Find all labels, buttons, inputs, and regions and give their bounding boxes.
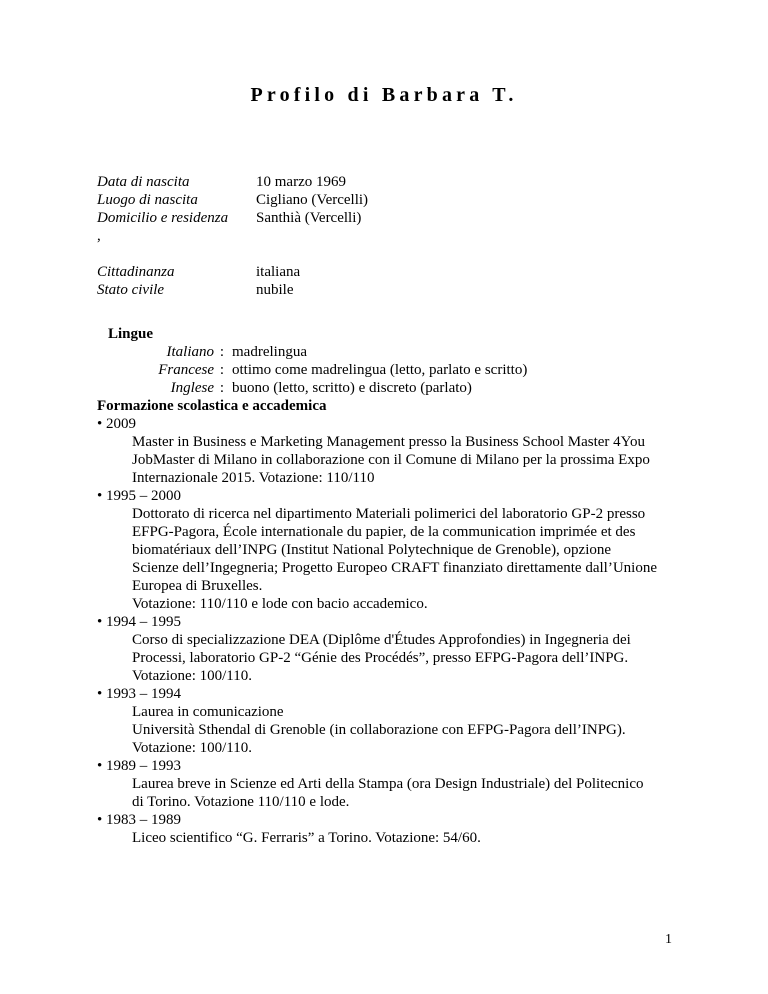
language-name: Inglese: [170, 380, 214, 396]
residence-value: Santhià (Vercelli): [256, 210, 362, 226]
education-entry-1995-2000: [97, 487, 697, 613]
language-name: Italiano: [166, 344, 214, 360]
education-entry-2009: [97, 415, 697, 487]
education-description: [97, 505, 697, 613]
education-period: • 1993 – 1994: [97, 686, 182, 702]
language-level: buono (letto, scritto) e discreto (parlato): [232, 380, 472, 396]
personal-row-birth-date: [97, 173, 637, 191]
marital-status-label: Stato civile: [97, 282, 165, 298]
education-line: EFPG-Pagora, École internationale du papier, de la communication imprimée et des: [132, 524, 636, 540]
education-list: [97, 415, 697, 847]
languages-heading: Lingue: [108, 326, 154, 342]
education-line: Master in Business e Marketing Management presso la Business School Master 4You: [132, 434, 646, 450]
personal-row-birth-place: [97, 191, 637, 209]
birth-place-label: Luogo di nascita: [97, 192, 198, 208]
education-line: Dottorato di ricerca nel dipartimento Materiali polimerici del laboratorio GP-2 presso: [132, 506, 646, 522]
education-description: [97, 829, 697, 847]
education-line: JobMaster di Milano in collaborazione con il Comune di Milano per la prossima Expo: [132, 452, 650, 468]
education-period: • 1983 – 1989: [97, 812, 182, 828]
civil-row-citizenship: [97, 263, 637, 281]
education-description: [97, 703, 697, 757]
language-separator: :: [219, 362, 224, 378]
birth-place-value: Cigliano (Vercelli): [256, 192, 369, 208]
education-period: • 1995 – 2000: [97, 488, 182, 504]
education-description: [97, 631, 697, 685]
education-line: Europea di Bruxelles.: [132, 578, 263, 594]
education-line: Internazionale 2015. Votazione: 110/110: [132, 470, 375, 486]
education-line: Scienze dell’Ingegneria; Progetto Europeo CRAFT finanziato direttamente dall’Unione: [132, 560, 657, 576]
education-entry-1994-1995: [97, 613, 697, 685]
birth-date-value: 10 marzo 1969: [256, 174, 346, 190]
education-entry-1993-1994: [97, 685, 697, 757]
language-separator: :: [219, 344, 224, 360]
language-name: Francese: [158, 362, 214, 378]
personal-row-residence: [97, 209, 637, 227]
education-line: Corso di specializzazione DEA (Diplôme d'Études Approfondies) in Ingegneria dei: [132, 632, 631, 648]
citizenship-label: Cittadinanza: [97, 264, 175, 280]
education-period: • 2009: [97, 416, 137, 432]
education-entry-1989-1993: [97, 757, 697, 811]
marital-status-value: nubile: [256, 282, 294, 298]
education-line: Università Sthendal di Grenoble (in collaborazione con EFPG-Pagora dell’INPG).: [132, 722, 626, 738]
page-title: Profilo di Barbara T.: [250, 84, 518, 106]
language-separator: :: [219, 380, 224, 396]
personal-info-block: [97, 173, 637, 245]
language-level: madrelingua: [232, 344, 307, 360]
education-description: [97, 433, 697, 487]
stray-comma: ,: [97, 228, 101, 244]
education-line: biomatériaux dell’INPG (Institut National Polytechnique de Grenoble), opzione: [132, 542, 612, 558]
education-period: • 1994 – 1995: [97, 614, 182, 630]
citizenship-value: italiana: [256, 264, 301, 280]
languages-list: [108, 343, 668, 397]
language-row-italian: [108, 343, 668, 361]
education-line: Laurea breve in Scienze ed Arti della Stampa (ora Design Industriale) del Politecnico: [132, 776, 644, 792]
education-description: [97, 775, 697, 811]
residence-label: Domicilio e residenza: [97, 210, 229, 226]
page-number: 1: [665, 932, 672, 947]
education-line: Votazione: 100/110.: [132, 668, 252, 684]
education-line: Votazione: 110/110 e lode con bacio accademico.: [132, 596, 428, 612]
education-entry-1983-1989: [97, 811, 697, 847]
education-line: di Torino. Votazione 110/110 e lode.: [132, 794, 350, 810]
education-period: • 1989 – 1993: [97, 758, 182, 774]
birth-date-label: Data di nascita: [97, 174, 190, 190]
education-line: Laurea in comunicazione: [132, 704, 284, 720]
civil-info-block: [97, 263, 637, 299]
language-level: ottimo come madrelingua (letto, parlato e scritto): [232, 362, 528, 378]
civil-row-marital-status: [97, 281, 637, 299]
education-line: Liceo scientifico “G. Ferraris” a Torino. Votazione: 54/60.: [132, 830, 481, 846]
education-line: Votazione: 100/110.: [132, 740, 252, 756]
education-heading: Formazione scolastica e accademica: [97, 398, 327, 414]
language-row-french: [108, 361, 668, 379]
education-line: Processi, laboratorio GP-2 “Génie des Procédés”, presso EFPG-Pagora dell’INPG.: [132, 650, 629, 666]
language-row-english: [108, 379, 668, 397]
